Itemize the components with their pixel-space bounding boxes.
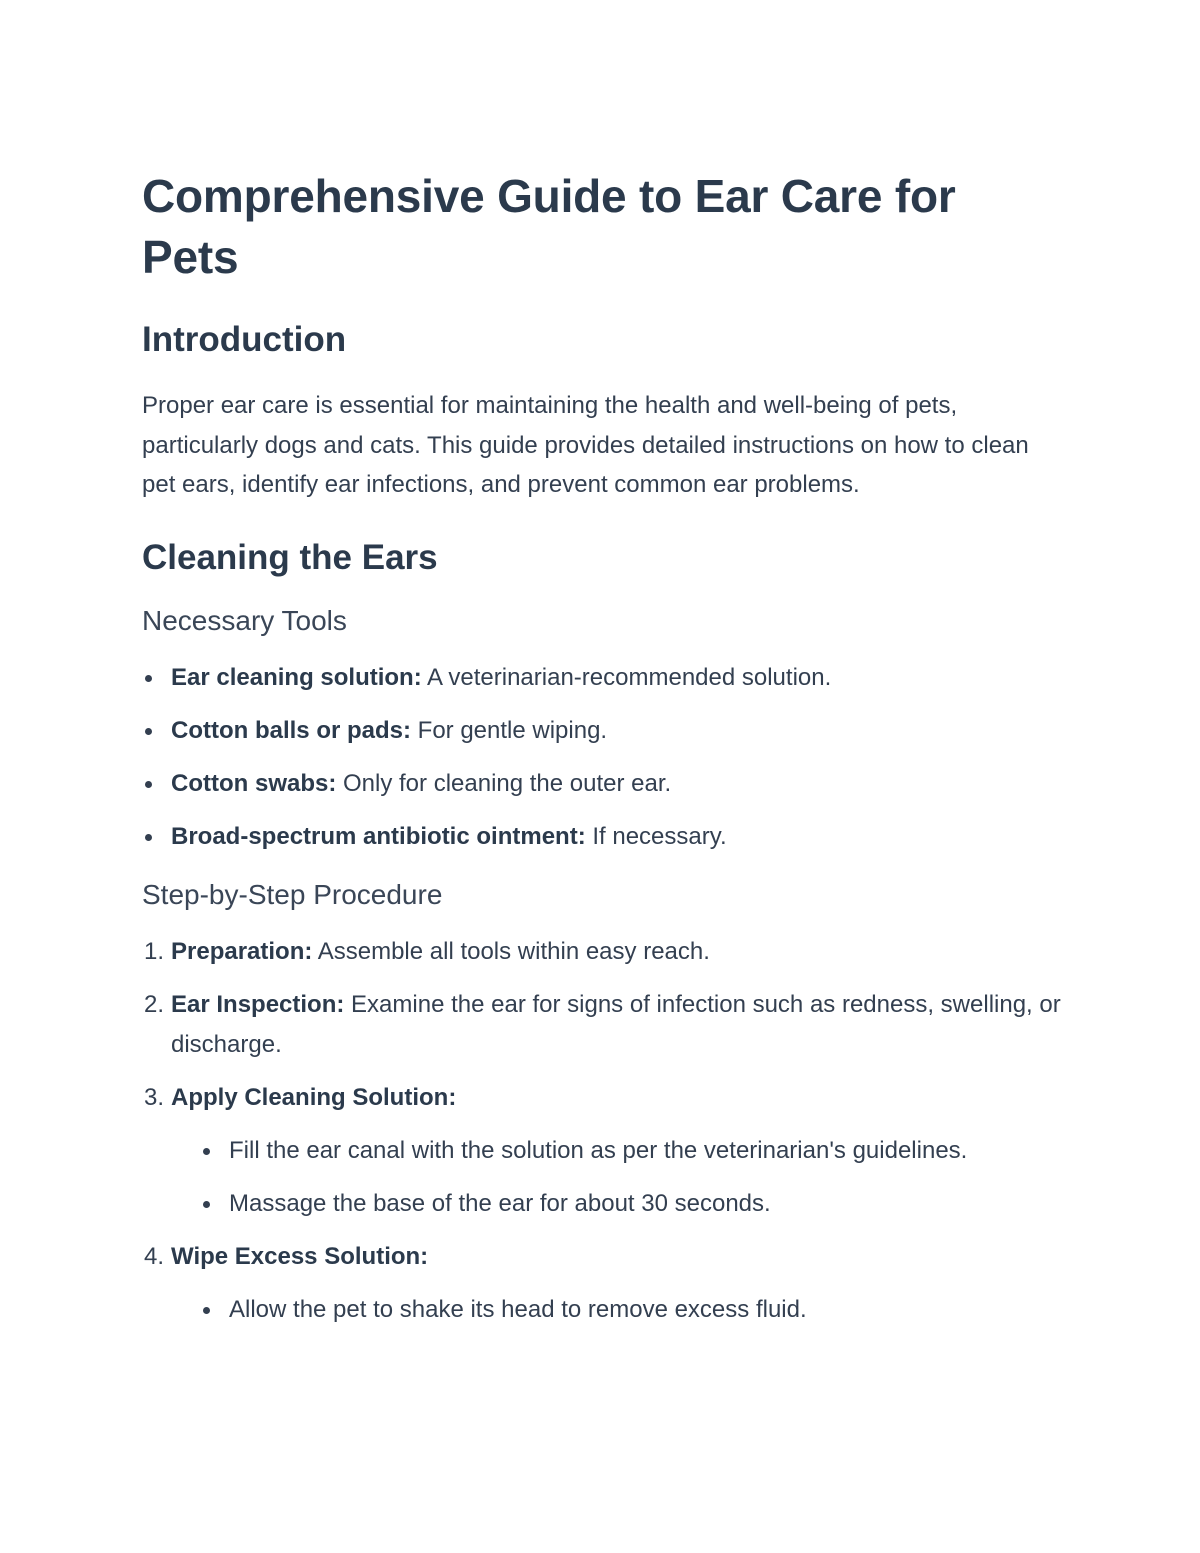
bullet-icon (145, 834, 152, 841)
bullet-icon (203, 1201, 210, 1208)
sublist-item-text: Fill the ear canal with the solution as per the veterinarian's guidelines. (229, 1136, 968, 1164)
step-item (142, 1237, 1062, 1330)
step-term: Apply Cleaning Solution: (171, 1083, 457, 1111)
step-number: 2. (143, 991, 164, 1018)
procedure-steps-list (142, 932, 1062, 1329)
bullet-icon (203, 1148, 210, 1155)
introduction-paragraph: Proper ear care is essential for maintaining the health and well-being of pets, particularly dogs and cats. This guide provides detailed instructions on how to clean pet ears, identify ear infections, and prevent common ear problems. (142, 392, 1029, 498)
bullet-icon (203, 1307, 210, 1314)
tools-list (142, 658, 1062, 857)
list-item-desc: Only for cleaning the outer ear. (336, 769, 672, 797)
step-desc: Examine the ear for signs of infection such as redness, swelling, or discharge. (171, 991, 1061, 1058)
step-item (142, 985, 1062, 1064)
step-term: Preparation: (171, 938, 313, 965)
step-number: 1. (143, 938, 164, 965)
step-number: 4. (143, 1242, 164, 1270)
sublist-item (200, 1290, 1062, 1330)
list-item (142, 764, 1062, 804)
document-content (142, 166, 1062, 1343)
step-desc: Assemble all tools within easy reach. (312, 938, 710, 965)
bullet-icon (145, 781, 152, 788)
sublist-item-text: Allow the pet to shake its head to remove excess fluid. (229, 1295, 807, 1323)
sublist-item (200, 1184, 1062, 1224)
list-item-term: Ear cleaning solution: (171, 663, 422, 691)
sublist-item (200, 1131, 1062, 1171)
step-term: Wipe Excess Solution: (171, 1242, 429, 1270)
step-number: 3. (143, 1083, 164, 1111)
bullet-icon (145, 728, 152, 735)
step-item (142, 1078, 1062, 1224)
section-heading-introduction: Introduction (142, 320, 347, 359)
list-item (142, 711, 1062, 751)
step-sublist (171, 1290, 1062, 1330)
list-item-term: Cotton swabs: (171, 769, 337, 797)
list-item (142, 817, 1062, 857)
sublist-item-text: Massage the base of the ear for about 30 seconds. (229, 1189, 771, 1217)
section-heading-cleaning: Cleaning the Ears (142, 537, 438, 577)
page-title: Comprehensive Guide to Ear Care for Pets (142, 170, 956, 283)
step-sublist (171, 1131, 1062, 1224)
subheading-procedure: Step-by-Step Procedure (142, 879, 443, 910)
list-item-desc: For gentle wiping. (411, 716, 608, 744)
list-item-desc: A veterinarian-recommended solution. (421, 663, 832, 691)
step-term: Ear Inspection: (171, 991, 345, 1018)
bullet-icon (145, 675, 152, 682)
list-item-term: Cotton balls or pads: (171, 716, 411, 744)
subheading-necessary-tools: Necessary Tools (142, 604, 347, 636)
step-item (142, 932, 1062, 972)
list-item-desc: If necessary. (585, 822, 727, 850)
list-item (142, 658, 1062, 698)
list-item-term: Broad-spectrum antibiotic ointment: (171, 822, 586, 850)
